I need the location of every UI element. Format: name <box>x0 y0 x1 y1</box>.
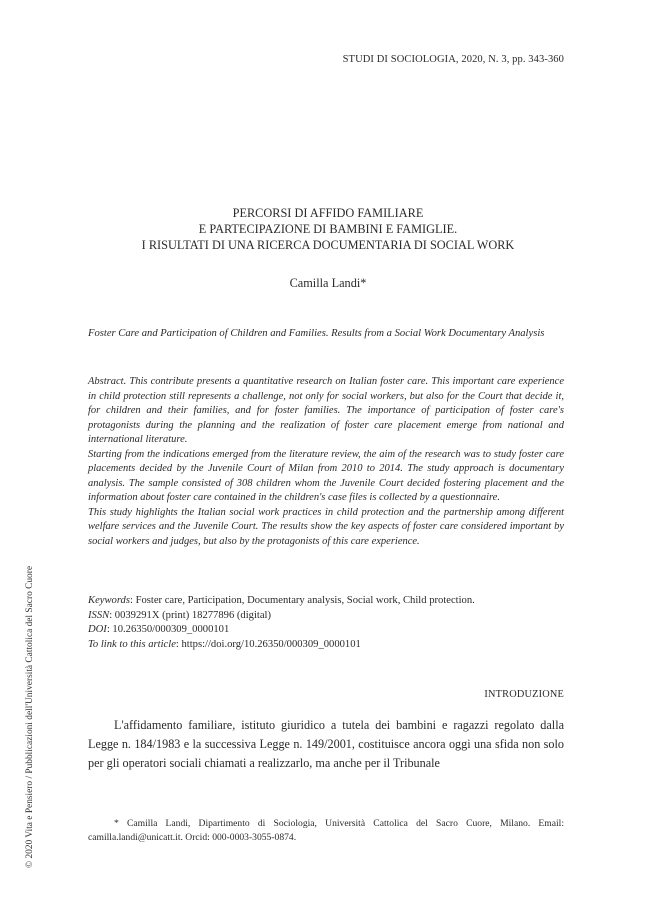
body-paragraph: L'affidamento familiare, istituto giuridico a tutela dei bambini e ragazzi regolato dalla Legge n. 184/1983 e la successiva Legge n. 149/2001, costituisce ancora oggi una sfida non solo per gli operatori sociali chiamati a realizzarlo, ma anche per il Tribunale <box>88 718 564 770</box>
english-title: Foster Care and Participation of Children and Families. Results from a Social Work Documentary Analysis <box>88 328 545 339</box>
issn-line <box>88 609 564 624</box>
doi-line <box>88 623 564 638</box>
abstract-paragraph-3: This study highlights the Italian social work practices in child protection and the partnership among different welfare services and the Juvenile Court. The results show the key aspects of foster care considered important by social workers and judges, but also by the protagonists of this care experience. <box>88 506 564 547</box>
abstract-paragraph-1: Abstract. This contribute presents a quantitative research on Italian foster care. This important care experience in child protection still represents a challenge, not only for social workers, but also for the Court that decide it, for children and their families, and for foster families. The importance of participation of foster care's protagonists during the planning and the realization of foster care placement emerge from national and international literature. <box>88 376 564 445</box>
keywords-line <box>88 594 564 609</box>
link-label: To link to this article <box>88 638 176 650</box>
footnote-text: * Camilla Landi, Dipartimento di Sociologia, Università Cattolica del Sacro Cuore, Milano. Email: camilla.landi@unicatt.it. Orcid: 000-0003-3055-0874. <box>88 818 564 843</box>
issn-value: : 0039291X (print) 18277896 (digital) <box>109 609 272 621</box>
copyright-sidebar: © 2020 Vita e Pensiero / Pubblicazioni dell'Università Cattolica del Sacro Cuore <box>25 565 35 868</box>
keywords-value: : Foster care, Participation, Documentary analysis, Social work, Child protection. <box>129 595 475 606</box>
body-text <box>88 716 564 773</box>
issn-label: ISSN <box>88 609 110 621</box>
article-title <box>90 205 566 253</box>
title-line-1: PERCORSI DI AFFIDO FAMILIARE <box>232 206 424 220</box>
abstract <box>88 375 564 549</box>
link-value[interactable]: : https://doi.org/10.26350/000309_0000101 <box>175 638 361 650</box>
footnote <box>88 817 564 845</box>
keywords-label: Keywords <box>88 595 130 606</box>
journal-header: STUDI DI SOCIOLOGIA, 2020, N. 3, pp. 343-360 <box>342 54 564 65</box>
title-line-3: I RISULTATI DI UNA RICERCA DOCUMENTARIA DI SOCIAL WORK <box>141 238 515 252</box>
article-metadata <box>88 594 564 652</box>
author-name: Camilla Landi* <box>289 276 367 290</box>
abstract-paragraph-2: Starting from the indications emerged from the literature review, the aim of the research was to study foster care placements decided by the Juvenile Court of Milan from 2010 to 2014. The study approach is documentary analysis. The sample consisted of 308 children whom the Juvenile Court decided fostering placement and the information about foster care contained in the children's case files is collected by a questionnaire. <box>88 448 564 503</box>
link-line <box>88 638 564 653</box>
title-line-2: E PARTECIPAZIONE DI BAMBINI E FAMIGLIE. <box>198 222 458 236</box>
doi-value: : 10.26350/000309_0000101 <box>106 624 230 635</box>
section-heading: INTRODUZIONE <box>484 689 564 700</box>
doi-label: DOI <box>88 624 107 635</box>
